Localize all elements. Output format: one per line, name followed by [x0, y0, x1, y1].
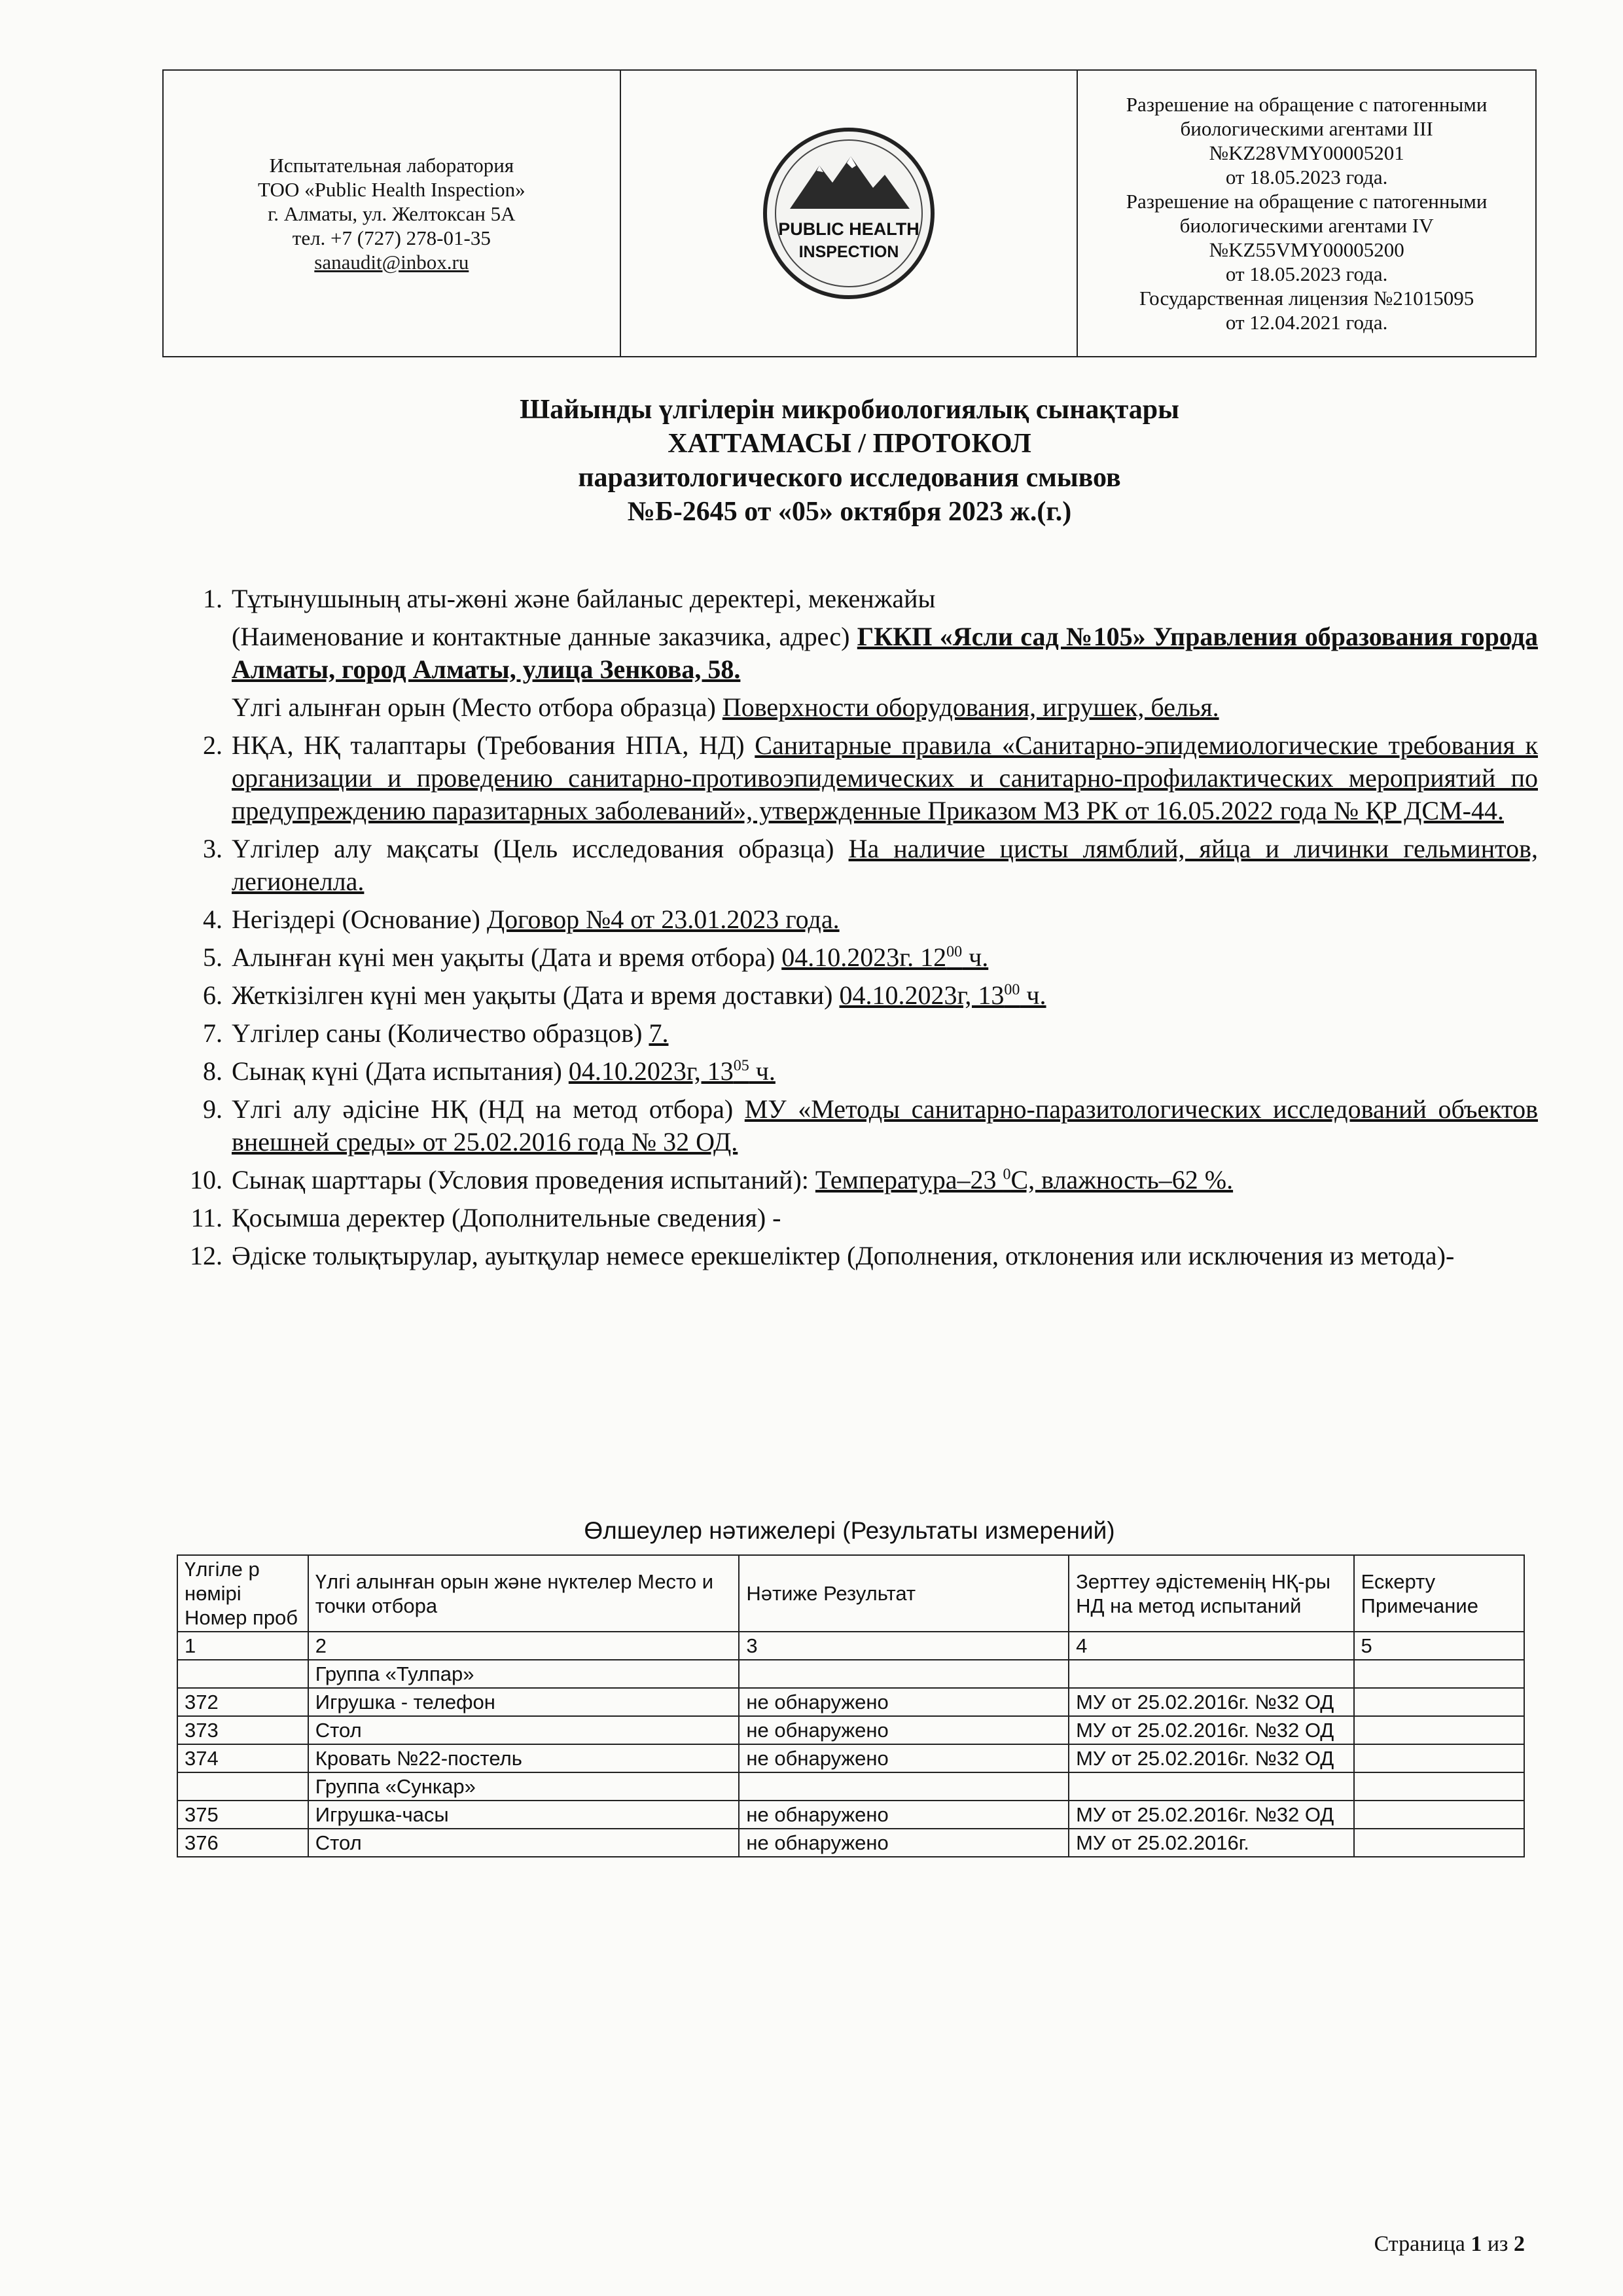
page-number: 1 [1471, 2232, 1482, 2256]
item-label: Үлгілер алу мақсаты (Цель исследования образца) [232, 834, 834, 863]
item-sup: 05 [733, 1057, 749, 1075]
lab-line: тел. +7 (727) 278-01-35 [292, 226, 491, 249]
lab-line: г. Алматы, ул. Желтоксан 5А [268, 202, 516, 225]
lab-line: Испытательная лаборатория [269, 153, 514, 177]
index-cell: 5 [1354, 1632, 1524, 1660]
sample-result: не обнаружено [739, 1744, 1069, 1772]
lab-line: ТОО «Public Health Inspection» [258, 177, 526, 201]
sample-result: не обнаружено [739, 1688, 1069, 1716]
item-value-rest: С, влажность–62 %. [1010, 1165, 1234, 1194]
item-4 [177, 903, 1538, 936]
item-7 [177, 1017, 1538, 1050]
item-value: Температура–23 [815, 1165, 1003, 1194]
permit-line: биологическими агентами III [1180, 117, 1433, 140]
lab-info [164, 71, 621, 356]
sample-note [1354, 1801, 1524, 1829]
sample-place: Стол [308, 1716, 740, 1744]
item-sup: 00 [946, 943, 963, 961]
item-number: 11. [190, 1203, 223, 1232]
item-1 [177, 583, 1538, 615]
place-label: Үлгі алынған орын (Место отбора образца) [232, 692, 716, 722]
page-word: Страница [1374, 2232, 1465, 2256]
item-value: На наличие цисты лямблий, яйца и личинки гельминтов, легионелла. [232, 834, 1539, 896]
item-9 [177, 1093, 1538, 1158]
item-label: Сынақ шарттары (Условия проведения испытаний): [232, 1165, 809, 1194]
results-table [177, 1554, 1525, 1857]
item-value: 7. [649, 1018, 669, 1048]
index-cell: 2 [308, 1632, 740, 1660]
customer-label: (Наименование и контактные данные заказчика, адрес) [232, 622, 850, 651]
header-note: Ескерту Примечание [1354, 1555, 1524, 1632]
group-label: Группа «Тулпар» [308, 1660, 740, 1688]
item-text: Қосымша деректер (Дополнительные сведения) - [232, 1203, 781, 1232]
item-value: 04.10.2023г. 12 [781, 942, 947, 972]
permit-line: №KZ28VMY00005201 [1209, 141, 1404, 164]
item-text: Әдіске толықтырулар, ауытқулар немесе ерекшеліктер (Дополнения, отклонения или исключения из метода)- [232, 1241, 1455, 1270]
table-header-row [177, 1555, 1524, 1632]
sample-method: МУ от 25.02.2016г. №32 ОД [1069, 1716, 1353, 1744]
item-value: Санитарные правила «Санитарно-эпидемиологические требования к организации и проведению санитарно-противоэпидемических и санитарно-профилактических мероприятий по предупреждению паразитарных заболеваний», утвержденные Приказом МЗ РК от 16.05.2022 года № ҚР ДСМ-44. [232, 730, 1538, 825]
sample-number: 375 [177, 1801, 308, 1829]
item-2 [177, 729, 1538, 827]
sample-method: МУ от 25.02.2016г. №32 ОД [1069, 1801, 1353, 1829]
item-label: Алынған күні мен уақыты (Дата и время отбора) [232, 942, 776, 972]
table-row [177, 1688, 1524, 1716]
item-text: Тұтынушының аты-жөні және байланыс деректері, мекенжайы [232, 584, 936, 613]
item-12 [177, 1240, 1538, 1272]
title-line-number: №Б-2645 от «05» октября 2023 ж.(г.) [627, 497, 1072, 527]
sample-result: не обнаружено [739, 1801, 1069, 1829]
permits-info [1078, 71, 1535, 356]
item-unit: ч. [962, 942, 989, 972]
item-label: Сынақ күні (Дата испытания) [232, 1056, 562, 1086]
item-sup: 00 [1004, 981, 1020, 999]
document-title [162, 393, 1537, 529]
page-total: 2 [1514, 2232, 1525, 2256]
header-place: Үлгі алынған орын және нүктелер Место и точки отбора [308, 1555, 740, 1632]
item-6 [177, 979, 1538, 1012]
logo-text-bottom: INSPECTION [798, 243, 899, 261]
sample-note [1354, 1688, 1524, 1716]
header-table [162, 69, 1537, 357]
item-label: НҚА, НҚ талаптары (Требования НПА, НД) [232, 730, 745, 760]
item-unit: ч. [749, 1056, 776, 1086]
item-value: 04.10.2023г, 13 [839, 980, 1005, 1010]
item-8 [177, 1055, 1538, 1088]
item-unit: ч. [1020, 980, 1046, 1010]
item-number: 10. [190, 1165, 223, 1194]
sample-method: МУ от 25.02.2016г. №32 ОД [1069, 1744, 1353, 1772]
customer-info [232, 620, 1538, 686]
sample-place: Игрушка-часы [308, 1801, 740, 1829]
index-cell: 4 [1069, 1632, 1353, 1660]
table-row [177, 1829, 1524, 1857]
header-sample-number: Үлгіле р нөмірі Номер проб [177, 1555, 308, 1632]
permit-line: от 18.05.2023 года. [1225, 166, 1388, 188]
permit-line: от 18.05.2023 года. [1225, 262, 1388, 285]
protocol-items [177, 583, 1538, 1278]
group-label: Группа «Сункар» [308, 1772, 740, 1801]
page-counter [1374, 2232, 1525, 2257]
item-number: 1. [203, 584, 223, 613]
sample-note [1354, 1829, 1524, 1857]
item-number: 8. [203, 1056, 223, 1086]
permit-line: Государственная лицензия №21015095 [1139, 287, 1474, 310]
item-sup: 0 [1003, 1166, 1011, 1183]
table-row [177, 1744, 1524, 1772]
item-number: 5. [203, 942, 223, 972]
sample-place: Стол [308, 1829, 740, 1857]
group-row [177, 1660, 1524, 1688]
item-number: 7. [203, 1018, 223, 1048]
title-line-ru: паразитологического исследования смывов [578, 463, 1121, 493]
title-line-protocol: ХАТТАМАСЫ / ПРОТОКОЛ [668, 429, 1031, 459]
sample-result: не обнаружено [739, 1829, 1069, 1857]
sample-place: Кровать №22-постель [308, 1744, 740, 1772]
permit-line: №KZ55VMY00005200 [1209, 238, 1404, 261]
sample-result: не обнаружено [739, 1716, 1069, 1744]
item-number: 9. [203, 1094, 223, 1124]
table-row [177, 1801, 1524, 1829]
logo-text-top: PUBLIC HEALTH [778, 219, 919, 239]
permit-line: Разрешение на обращение с патогенными [1126, 93, 1488, 116]
item-label: Жеткізілген күні мен уақыты (Дата и время доставки) [232, 980, 833, 1010]
header-method: Зерттеу әдістеменің НҚ-ры НД на метод испытаний [1069, 1555, 1353, 1632]
sample-note [1354, 1744, 1524, 1772]
table-row [177, 1716, 1524, 1744]
sample-number: 374 [177, 1744, 308, 1772]
item-number: 3. [203, 834, 223, 863]
sample-method: МУ от 25.02.2016г. [1069, 1829, 1353, 1857]
item-number: 12. [190, 1241, 223, 1270]
customer-value: ГККП «Ясли сад №105» Управления образования города Алматы, город Алматы, улица Зенкова, 58. [232, 622, 1539, 684]
logo-cell [621, 71, 1079, 356]
permit-line: от 12.04.2021 года. [1225, 311, 1388, 334]
place-value: Поверхности оборудования, игрушек, белья. [722, 692, 1219, 722]
table-index-row [177, 1632, 1524, 1660]
index-cell: 3 [739, 1632, 1069, 1660]
item-value: МУ «Методы санитарно-паразитологических исследований объектов внешней среды» от 25.02.2016 года № 32 ОД. [232, 1094, 1539, 1157]
sample-note [1354, 1716, 1524, 1744]
sample-method: МУ от 25.02.2016г. №32 ОД [1069, 1688, 1353, 1716]
of-word: из [1487, 2232, 1508, 2256]
header-result: Нәтиже Результат [739, 1555, 1069, 1632]
item-value: Договор №4 от 23.01.2023 года. [486, 905, 840, 934]
item-label: Негіздері (Основание) [232, 905, 480, 934]
item-3 [177, 833, 1538, 898]
item-11 [177, 1202, 1538, 1234]
public-health-logo [760, 125, 937, 302]
sample-number: 372 [177, 1688, 308, 1716]
group-row [177, 1772, 1524, 1801]
permit-line: биологическими агентами IV [1179, 214, 1434, 237]
item-label: Үлгілер саны (Количество образцов) [232, 1018, 643, 1048]
item-5 [177, 941, 1538, 974]
item-label: Үлгі алу әдісіне НҚ (НД на метод отбора) [232, 1094, 734, 1124]
item-number: 2. [203, 730, 223, 760]
item-value: 04.10.2023г, 13 [568, 1056, 734, 1086]
sample-number: 373 [177, 1716, 308, 1744]
item-number: 4. [203, 905, 223, 934]
item-number: 6. [203, 980, 223, 1010]
permit-line: Разрешение на обращение с патогенными [1126, 190, 1488, 213]
sample-number: 376 [177, 1829, 308, 1857]
title-line-kz: Шайынды үлгілерін микробиологиялық сынақтары [520, 395, 1179, 425]
sampling-place [232, 691, 1538, 724]
lab-email-link[interactable]: sanaudit@inbox.ru [314, 250, 469, 274]
index-cell: 1 [177, 1632, 308, 1660]
results-title: Өлшеулер нәтижелері (Результаты измерений) [584, 1517, 1115, 1544]
item-10 [177, 1164, 1538, 1196]
sample-place: Игрушка - телефон [308, 1688, 740, 1716]
